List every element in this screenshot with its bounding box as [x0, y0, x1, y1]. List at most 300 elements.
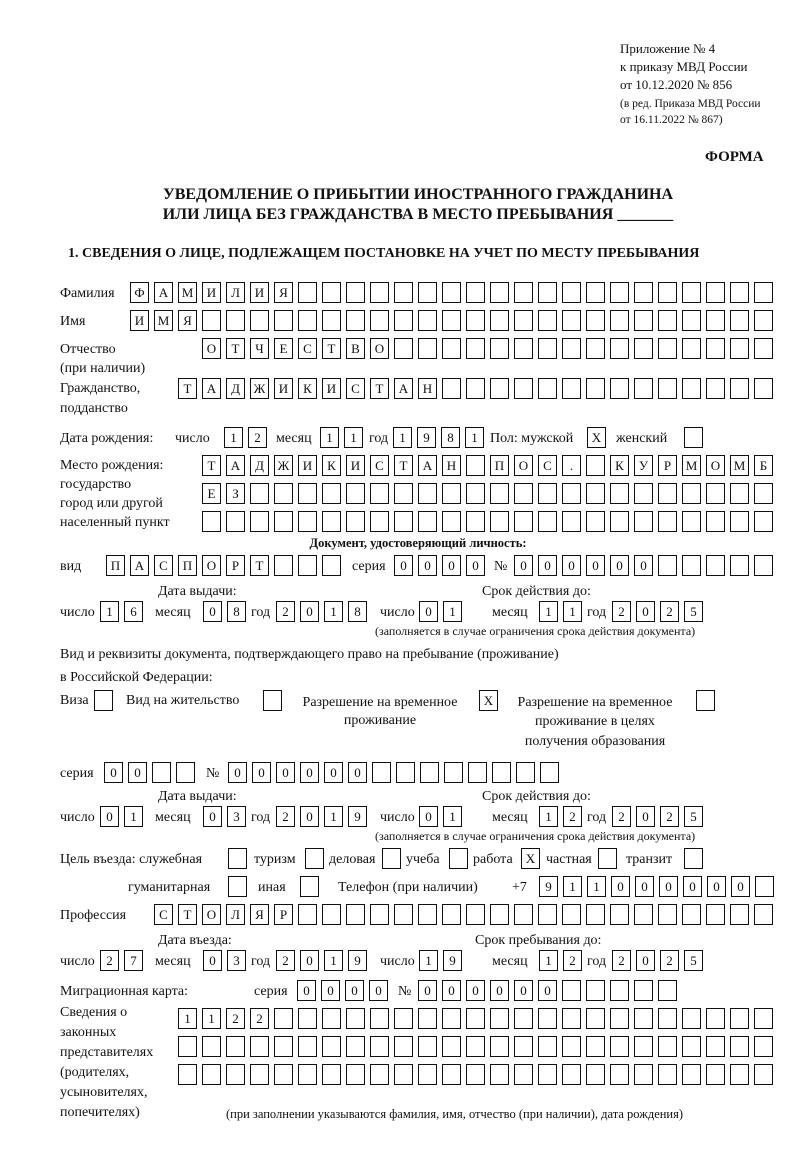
char-cell[interactable]: 2	[612, 601, 631, 622]
char-cell[interactable]: С	[538, 455, 557, 476]
char-cell[interactable]	[274, 1008, 293, 1029]
char-cell[interactable]: 0	[394, 555, 413, 576]
char-cell[interactable]: 1	[124, 806, 143, 827]
representatives-row[interactable]	[178, 1036, 778, 1057]
char-cell[interactable]	[730, 1064, 749, 1085]
char-cell[interactable]	[468, 762, 487, 783]
char-cell[interactable]	[322, 310, 341, 331]
char-cell[interactable]	[298, 1036, 317, 1057]
doc-number-field[interactable]	[514, 555, 778, 576]
char-cell[interactable]	[298, 511, 317, 532]
char-cell[interactable]	[202, 1036, 221, 1057]
char-cell[interactable]	[274, 1036, 293, 1057]
char-cell[interactable]: 1	[419, 950, 438, 971]
char-cell[interactable]: А	[418, 455, 437, 476]
representatives-row[interactable]	[178, 1008, 778, 1029]
char-cell[interactable]	[634, 282, 653, 303]
char-cell[interactable]: 9	[417, 427, 436, 448]
char-cell[interactable]	[370, 1064, 389, 1085]
char-cell[interactable]	[730, 282, 749, 303]
char-cell[interactable]	[274, 511, 293, 532]
char-cell[interactable]	[418, 1036, 437, 1057]
char-cell[interactable]	[442, 483, 461, 504]
char-cell[interactable]: 0	[562, 555, 581, 576]
char-cell[interactable]	[298, 483, 317, 504]
char-cell[interactable]	[466, 904, 485, 925]
char-cell[interactable]	[442, 310, 461, 331]
char-cell[interactable]: 8	[348, 601, 367, 622]
char-cell[interactable]	[418, 1008, 437, 1029]
char-cell[interactable]: 0	[611, 876, 630, 897]
char-cell[interactable]	[586, 378, 605, 399]
char-cell[interactable]: Р	[226, 555, 245, 576]
char-cell[interactable]: Д	[250, 455, 269, 476]
char-cell[interactable]	[370, 904, 389, 925]
valid-year-field[interactable]	[612, 601, 708, 622]
char-cell[interactable]	[514, 904, 533, 925]
char-cell[interactable]: 0	[514, 555, 533, 576]
char-cell[interactable]	[682, 555, 701, 576]
char-cell[interactable]: 3	[227, 950, 246, 971]
stay-number-field[interactable]	[228, 762, 564, 783]
char-cell[interactable]	[682, 282, 701, 303]
char-cell[interactable]	[178, 1036, 197, 1057]
male-checkbox[interactable]	[587, 427, 611, 448]
char-cell[interactable]	[562, 282, 581, 303]
char-cell[interactable]	[754, 310, 773, 331]
stay-series-field[interactable]	[104, 762, 200, 783]
char-cell[interactable]: 0	[636, 601, 655, 622]
char-cell[interactable]	[274, 483, 293, 504]
char-cell[interactable]	[263, 690, 282, 711]
char-cell[interactable]: 1	[563, 601, 582, 622]
char-cell[interactable]: 1	[178, 1008, 197, 1029]
char-cell[interactable]	[706, 1064, 725, 1085]
char-cell[interactable]: М	[682, 455, 701, 476]
char-cell[interactable]: 1	[324, 601, 343, 622]
char-cell[interactable]: М	[178, 282, 197, 303]
char-cell[interactable]: 1	[224, 427, 243, 448]
char-cell[interactable]	[298, 1064, 317, 1085]
char-cell[interactable]	[346, 1064, 365, 1085]
char-cell[interactable]: Н	[442, 455, 461, 476]
char-cell[interactable]: А	[394, 378, 413, 399]
char-cell[interactable]	[730, 904, 749, 925]
char-cell[interactable]	[730, 338, 749, 359]
char-cell[interactable]	[538, 1008, 557, 1029]
char-cell[interactable]	[322, 282, 341, 303]
char-cell[interactable]: Т	[226, 338, 245, 359]
char-cell[interactable]	[682, 338, 701, 359]
char-cell[interactable]	[346, 904, 365, 925]
char-cell[interactable]	[754, 904, 773, 925]
char-cell[interactable]: 1	[324, 806, 343, 827]
char-cell[interactable]: 1	[344, 427, 363, 448]
char-cell[interactable]: А	[154, 282, 173, 303]
entry-day-field[interactable]	[100, 950, 148, 971]
char-cell[interactable]: .	[562, 455, 581, 476]
char-cell[interactable]	[562, 1008, 581, 1029]
char-cell[interactable]	[178, 1064, 197, 1085]
char-cell[interactable]: 0	[731, 876, 750, 897]
char-cell[interactable]: 2	[563, 806, 582, 827]
char-cell[interactable]	[514, 511, 533, 532]
char-cell[interactable]: 2	[660, 601, 679, 622]
char-cell[interactable]	[682, 310, 701, 331]
char-cell[interactable]	[634, 378, 653, 399]
char-cell[interactable]	[466, 378, 485, 399]
char-cell[interactable]: И	[346, 455, 365, 476]
char-cell[interactable]: С	[370, 455, 389, 476]
char-cell[interactable]	[372, 762, 391, 783]
char-cell[interactable]	[228, 876, 247, 897]
issue-day-field[interactable]	[100, 601, 148, 622]
char-cell[interactable]: Л	[226, 282, 245, 303]
char-cell[interactable]	[586, 282, 605, 303]
char-cell[interactable]: 0	[419, 806, 438, 827]
char-cell[interactable]	[730, 310, 749, 331]
char-cell[interactable]	[658, 555, 677, 576]
char-cell[interactable]	[658, 511, 677, 532]
char-cell[interactable]	[418, 282, 437, 303]
char-cell[interactable]	[706, 378, 725, 399]
char-cell[interactable]	[370, 483, 389, 504]
char-cell[interactable]: 1	[324, 950, 343, 971]
char-cell[interactable]	[682, 1036, 701, 1057]
char-cell[interactable]: С	[154, 904, 173, 925]
char-cell[interactable]: О	[202, 555, 221, 576]
valid-month-field[interactable]	[539, 601, 587, 622]
char-cell[interactable]	[250, 511, 269, 532]
char-cell[interactable]	[370, 511, 389, 532]
char-cell[interactable]: А	[226, 455, 245, 476]
char-cell[interactable]	[226, 1036, 245, 1057]
char-cell[interactable]: 0	[345, 980, 364, 1001]
char-cell[interactable]	[490, 904, 509, 925]
char-cell[interactable]: X	[479, 690, 498, 711]
char-cell[interactable]	[298, 282, 317, 303]
char-cell[interactable]: Т	[322, 338, 341, 359]
char-cell[interactable]	[610, 1008, 629, 1029]
char-cell[interactable]	[562, 980, 581, 1001]
char-cell[interactable]: 1	[539, 806, 558, 827]
purpose-tourism-checkbox[interactable]	[305, 848, 329, 869]
char-cell[interactable]	[682, 1064, 701, 1085]
char-cell[interactable]: П	[490, 455, 509, 476]
char-cell[interactable]	[634, 511, 653, 532]
char-cell[interactable]: 2	[226, 1008, 245, 1029]
char-cell[interactable]	[514, 1036, 533, 1057]
char-cell[interactable]	[682, 378, 701, 399]
char-cell[interactable]	[514, 310, 533, 331]
birth-day-field[interactable]	[224, 427, 272, 448]
char-cell[interactable]	[684, 427, 703, 448]
char-cell[interactable]: Ж	[274, 455, 293, 476]
char-cell[interactable]	[754, 1036, 773, 1057]
char-cell[interactable]: 0	[128, 762, 147, 783]
char-cell[interactable]	[466, 1064, 485, 1085]
char-cell[interactable]: 8	[441, 427, 460, 448]
char-cell[interactable]	[298, 310, 317, 331]
char-cell[interactable]: И	[130, 310, 149, 331]
char-cell[interactable]	[466, 511, 485, 532]
migration-series-field[interactable]	[297, 980, 393, 1001]
char-cell[interactable]: П	[178, 555, 197, 576]
char-cell[interactable]: 1	[563, 876, 582, 897]
char-cell[interactable]: 0	[538, 980, 557, 1001]
char-cell[interactable]: 0	[659, 876, 678, 897]
char-cell[interactable]	[706, 1008, 725, 1029]
char-cell[interactable]	[516, 762, 535, 783]
birth-year-field[interactable]	[393, 427, 489, 448]
char-cell[interactable]: 0	[276, 762, 295, 783]
char-cell[interactable]	[442, 1008, 461, 1029]
char-cell[interactable]	[418, 338, 437, 359]
char-cell[interactable]	[754, 282, 773, 303]
char-cell[interactable]	[586, 1036, 605, 1057]
char-cell[interactable]: И	[202, 282, 221, 303]
char-cell[interactable]	[466, 1008, 485, 1029]
char-cell[interactable]	[684, 848, 703, 869]
char-cell[interactable]	[538, 282, 557, 303]
char-cell[interactable]	[634, 483, 653, 504]
char-cell[interactable]: 2	[100, 950, 119, 971]
char-cell[interactable]: 0	[297, 980, 316, 1001]
char-cell[interactable]	[370, 310, 389, 331]
char-cell[interactable]: Т	[178, 378, 197, 399]
char-cell[interactable]	[538, 378, 557, 399]
char-cell[interactable]	[514, 1064, 533, 1085]
char-cell[interactable]	[322, 1008, 341, 1029]
char-cell[interactable]: 0	[369, 980, 388, 1001]
char-cell[interactable]	[706, 338, 725, 359]
char-cell[interactable]: 0	[514, 980, 533, 1001]
char-cell[interactable]	[754, 555, 773, 576]
char-cell[interactable]	[442, 904, 461, 925]
char-cell[interactable]	[538, 511, 557, 532]
stay-valid-year-field[interactable]	[612, 806, 708, 827]
char-cell[interactable]	[706, 555, 725, 576]
char-cell[interactable]: Т	[370, 378, 389, 399]
char-cell[interactable]: И	[322, 378, 341, 399]
purpose-study-checkbox[interactable]	[449, 848, 473, 869]
char-cell[interactable]: 2	[660, 950, 679, 971]
char-cell[interactable]	[394, 1008, 413, 1029]
char-cell[interactable]: Е	[274, 338, 293, 359]
char-cell[interactable]	[322, 511, 341, 532]
char-cell[interactable]	[152, 762, 171, 783]
char-cell[interactable]: Д	[226, 378, 245, 399]
phone-field[interactable]	[539, 876, 779, 897]
doc-type-field[interactable]	[106, 555, 346, 576]
char-cell[interactable]: 0	[538, 555, 557, 576]
char-cell[interactable]: Р	[658, 455, 677, 476]
char-cell[interactable]	[610, 511, 629, 532]
char-cell[interactable]	[490, 282, 509, 303]
valid-day-field[interactable]	[419, 601, 467, 622]
char-cell[interactable]: 0	[324, 762, 343, 783]
char-cell[interactable]	[562, 338, 581, 359]
issue-month-field[interactable]	[203, 601, 251, 622]
char-cell[interactable]: О	[202, 904, 221, 925]
birth-month-field[interactable]	[320, 427, 368, 448]
char-cell[interactable]	[730, 555, 749, 576]
char-cell[interactable]	[466, 455, 485, 476]
char-cell[interactable]	[442, 282, 461, 303]
purpose-other-checkbox[interactable]	[300, 876, 324, 897]
char-cell[interactable]	[562, 310, 581, 331]
char-cell[interactable]	[442, 1036, 461, 1057]
char-cell[interactable]	[514, 378, 533, 399]
char-cell[interactable]: И	[250, 282, 269, 303]
char-cell[interactable]	[682, 483, 701, 504]
char-cell[interactable]: 0	[466, 980, 485, 1001]
residence-permit-checkbox[interactable]	[263, 690, 287, 711]
char-cell[interactable]	[346, 310, 365, 331]
char-cell[interactable]	[418, 483, 437, 504]
purpose-official-checkbox[interactable]	[228, 848, 252, 869]
char-cell[interactable]	[226, 511, 245, 532]
char-cell[interactable]	[202, 1064, 221, 1085]
char-cell[interactable]: 5	[684, 601, 703, 622]
char-cell[interactable]: 0	[490, 980, 509, 1001]
char-cell[interactable]	[562, 1064, 581, 1085]
char-cell[interactable]: 1	[320, 427, 339, 448]
birthplace-row[interactable]	[202, 511, 778, 532]
birthplace-row[interactable]	[202, 455, 778, 476]
char-cell[interactable]	[418, 310, 437, 331]
char-cell[interactable]: 9	[443, 950, 462, 971]
char-cell[interactable]: О	[706, 455, 725, 476]
char-cell[interactable]	[490, 378, 509, 399]
char-cell[interactable]	[634, 904, 653, 925]
char-cell[interactable]	[370, 1036, 389, 1057]
doc-series-field[interactable]	[394, 555, 490, 576]
char-cell[interactable]: А	[130, 555, 149, 576]
char-cell[interactable]	[658, 980, 677, 1001]
char-cell[interactable]	[394, 338, 413, 359]
char-cell[interactable]	[514, 282, 533, 303]
char-cell[interactable]: Н	[418, 378, 437, 399]
purpose-transit-checkbox[interactable]	[684, 848, 708, 869]
char-cell[interactable]: X	[521, 848, 540, 869]
char-cell[interactable]	[394, 282, 413, 303]
char-cell[interactable]	[490, 338, 509, 359]
char-cell[interactable]	[682, 904, 701, 925]
char-cell[interactable]: Ч	[250, 338, 269, 359]
char-cell[interactable]	[466, 1036, 485, 1057]
char-cell[interactable]	[396, 762, 415, 783]
char-cell[interactable]: 1	[443, 806, 462, 827]
char-cell[interactable]: К	[298, 378, 317, 399]
char-cell[interactable]: И	[298, 455, 317, 476]
char-cell[interactable]	[176, 762, 195, 783]
char-cell[interactable]: 9	[539, 876, 558, 897]
char-cell[interactable]	[346, 483, 365, 504]
char-cell[interactable]: Л	[226, 904, 245, 925]
char-cell[interactable]	[442, 1064, 461, 1085]
char-cell[interactable]	[610, 310, 629, 331]
char-cell[interactable]: 7	[124, 950, 143, 971]
char-cell[interactable]	[370, 282, 389, 303]
char-cell[interactable]	[490, 310, 509, 331]
char-cell[interactable]	[274, 1064, 293, 1085]
char-cell[interactable]	[586, 483, 605, 504]
char-cell[interactable]	[394, 511, 413, 532]
char-cell[interactable]: 0	[300, 601, 319, 622]
char-cell[interactable]: 0	[636, 806, 655, 827]
char-cell[interactable]	[444, 762, 463, 783]
char-cell[interactable]	[538, 1064, 557, 1085]
char-cell[interactable]: 8	[227, 601, 246, 622]
name-field[interactable]	[130, 310, 778, 331]
char-cell[interactable]	[298, 1008, 317, 1029]
char-cell[interactable]: 5	[684, 950, 703, 971]
char-cell[interactable]	[418, 1064, 437, 1085]
char-cell[interactable]	[490, 1064, 509, 1085]
char-cell[interactable]: Я	[274, 282, 293, 303]
char-cell[interactable]	[586, 980, 605, 1001]
char-cell[interactable]	[538, 338, 557, 359]
char-cell[interactable]: 0	[203, 950, 222, 971]
char-cell[interactable]: С	[298, 338, 317, 359]
char-cell[interactable]: 0	[683, 876, 702, 897]
char-cell[interactable]: 0	[100, 806, 119, 827]
char-cell[interactable]: С	[154, 555, 173, 576]
char-cell[interactable]: Б	[754, 455, 773, 476]
char-cell[interactable]	[754, 511, 773, 532]
char-cell[interactable]	[322, 904, 341, 925]
char-cell[interactable]: 0	[419, 601, 438, 622]
char-cell[interactable]: О	[514, 455, 533, 476]
char-cell[interactable]	[730, 1036, 749, 1057]
char-cell[interactable]	[305, 848, 324, 869]
char-cell[interactable]: Ф	[130, 282, 149, 303]
char-cell[interactable]	[658, 378, 677, 399]
char-cell[interactable]: 2	[612, 950, 631, 971]
char-cell[interactable]: М	[730, 455, 749, 476]
char-cell[interactable]	[586, 338, 605, 359]
char-cell[interactable]: 0	[707, 876, 726, 897]
char-cell[interactable]: 2	[660, 806, 679, 827]
stay-day-field[interactable]	[419, 950, 467, 971]
char-cell[interactable]	[490, 1036, 509, 1057]
char-cell[interactable]: Я	[250, 904, 269, 925]
char-cell[interactable]: 5	[684, 806, 703, 827]
char-cell[interactable]	[538, 310, 557, 331]
char-cell[interactable]: Я	[178, 310, 197, 331]
char-cell[interactable]: П	[106, 555, 125, 576]
char-cell[interactable]	[562, 904, 581, 925]
purpose-private-checkbox[interactable]	[598, 848, 622, 869]
char-cell[interactable]: 1	[100, 601, 119, 622]
char-cell[interactable]	[94, 690, 113, 711]
char-cell[interactable]	[442, 338, 461, 359]
char-cell[interactable]: К	[322, 455, 341, 476]
char-cell[interactable]	[442, 378, 461, 399]
char-cell[interactable]	[394, 1064, 413, 1085]
char-cell[interactable]	[754, 1008, 773, 1029]
char-cell[interactable]	[610, 378, 629, 399]
char-cell[interactable]: 0	[418, 555, 437, 576]
char-cell[interactable]	[754, 378, 773, 399]
char-cell[interactable]: 2	[250, 1008, 269, 1029]
char-cell[interactable]	[250, 1064, 269, 1085]
char-cell[interactable]	[346, 1008, 365, 1029]
char-cell[interactable]: Т	[178, 904, 197, 925]
char-cell[interactable]	[586, 511, 605, 532]
char-cell[interactable]	[610, 338, 629, 359]
